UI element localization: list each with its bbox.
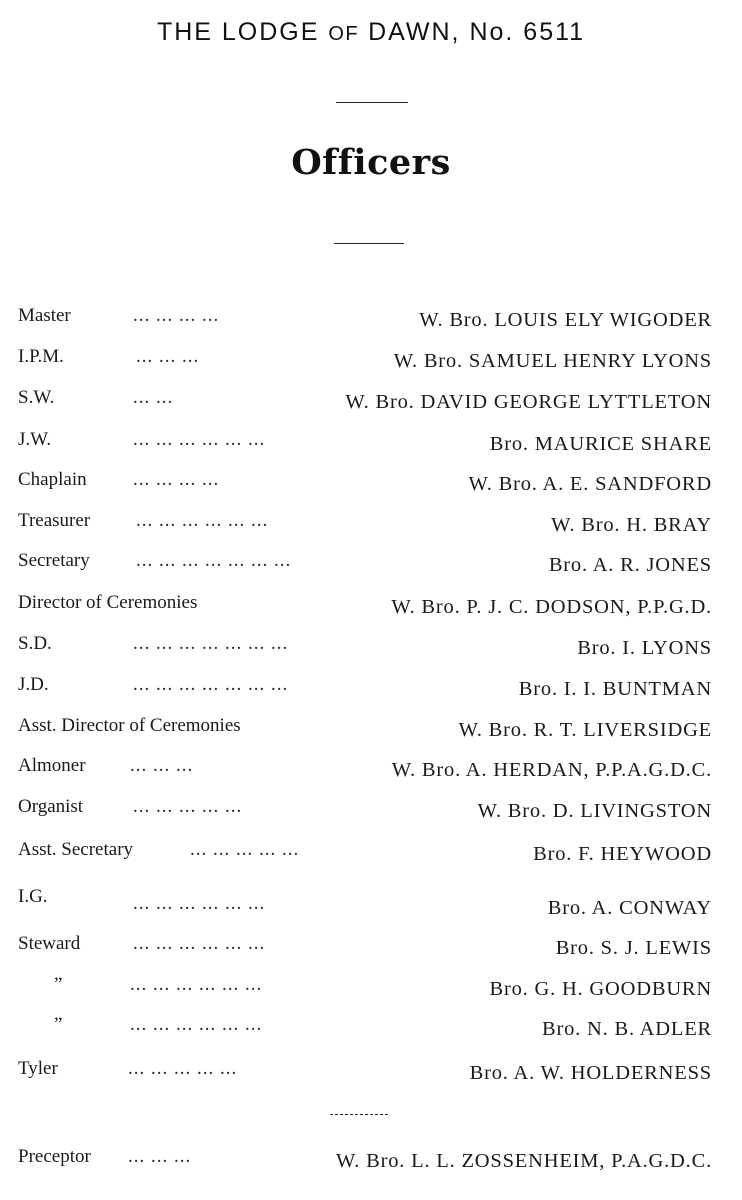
officer-row-steward-3 <box>18 1012 712 1038</box>
officer-name: Bro. G. H. GOODBURN <box>489 978 712 1000</box>
leader-dots: ... ... ... ... ... ... ... <box>133 674 289 695</box>
officer-row-secretary <box>18 548 712 574</box>
office-label: Master <box>18 305 71 326</box>
header-the-lodge: THE LODGE <box>156 18 320 46</box>
office-label: I.P.M. <box>18 346 64 367</box>
officer-name: Bro. A. R. JONES <box>548 554 712 576</box>
officer-name: W. Bro. H. BRAY <box>551 514 712 536</box>
office-label: Chaplain <box>18 469 87 490</box>
leader-dots: ... ... ... <box>136 346 200 367</box>
officer-row-treasurer <box>18 508 712 534</box>
page-title: Officers <box>291 142 451 183</box>
header-dawn-number: DAWN, No. 6511 <box>368 18 586 46</box>
office-label: I.G. <box>18 886 48 907</box>
leader-dots: ... ... ... ... ... ... <box>133 893 266 914</box>
officer-row-asst-secretary <box>18 837 712 863</box>
office-label: Steward <box>18 933 81 954</box>
leader-dots: ... ... ... ... ... ... ... <box>133 633 289 654</box>
preceptor-row <box>18 1144 712 1170</box>
leader-dots: ... ... ... ... <box>133 305 220 326</box>
leader-dots: ... ... ... ... ... ... <box>133 933 266 954</box>
officer-row-jd <box>18 672 712 698</box>
section-divider <box>330 1114 388 1115</box>
title-divider <box>334 243 404 244</box>
top-divider <box>336 102 408 103</box>
leader-dots: ... ... ... ... ... <box>190 839 300 860</box>
officer-name: W. Bro. R. T. LIVERSIDGE <box>458 719 712 741</box>
officer-row-almoner <box>18 753 712 779</box>
leader-dots: ... ... ... ... ... ... <box>130 974 263 995</box>
officer-name: Bro. I. I. BUNTMAN <box>518 678 712 700</box>
officer-name: W. Bro. A. E. SANDFORD <box>468 473 712 495</box>
leader-dots: ... ... ... ... ... ... <box>130 1014 263 1035</box>
officer-name: Bro. A. W. HOLDERNESS <box>469 1062 712 1084</box>
officer-name: W. Bro. SAMUEL HENRY LYONS <box>393 350 712 372</box>
officer-name: W. Bro. P. J. C. DODSON, P.P.G.D. <box>391 596 712 618</box>
office-label: Treasurer <box>18 510 91 531</box>
office-label: Preceptor <box>18 1146 91 1167</box>
office-label: S.D. <box>18 633 52 654</box>
office-label: Secretary <box>18 550 90 571</box>
officer-name: W. Bro. L. L. ZOSSENHEIM, P.A.G.D.C. <box>336 1150 712 1172</box>
ditto-mark: ” <box>54 974 63 995</box>
office-label: J.D. <box>18 674 49 695</box>
officer-name: W. Bro. LOUIS ELY WIGODER <box>419 309 712 331</box>
office-label: S.W. <box>18 387 55 408</box>
office-label: Director of Ceremonies <box>18 592 198 613</box>
officer-row-chaplain <box>18 467 712 493</box>
officer-row-sd <box>18 631 712 657</box>
header-of: OF <box>328 23 360 45</box>
officer-row-master <box>18 303 712 329</box>
officer-name: Bro. A. CONWAY <box>547 897 712 919</box>
office-label: Organist <box>18 796 84 817</box>
leader-dots: ... ... <box>133 387 174 408</box>
officer-name: Bro. F. HEYWOOD <box>533 843 712 865</box>
officer-row-asst-director-of-ceremonies <box>18 713 712 739</box>
officer-row-organist <box>18 794 712 820</box>
leader-dots: ... ... ... ... ... <box>128 1058 238 1079</box>
officer-name: W. Bro. A. HERDAN, P.P.A.G.D.C. <box>391 759 712 781</box>
officer-name: W. Bro. D. LIVINGSTON <box>477 800 712 822</box>
officer-name: Bro. N. B. ADLER <box>542 1018 712 1040</box>
leader-dots: ... ... ... ... ... ... <box>136 510 269 531</box>
leader-dots: ... ... ... ... ... ... ... <box>136 550 292 571</box>
officer-row-jw <box>18 427 712 453</box>
officer-row-ipm <box>18 344 712 370</box>
officer-row-ig <box>18 884 712 919</box>
lodge-header <box>0 18 742 47</box>
officer-row-tyler <box>18 1056 712 1082</box>
officer-row-steward <box>18 931 712 957</box>
officer-row-steward-2 <box>18 972 712 998</box>
officer-row-sw <box>18 385 712 411</box>
officer-name: Bro. I. LYONS <box>577 637 712 659</box>
leader-dots: ... ... ... ... ... <box>133 796 243 817</box>
office-label: Asst. Director of Ceremonies <box>18 715 241 736</box>
officer-name: Bro. S. J. LEWIS <box>555 937 712 959</box>
leader-dots: ... ... ... ... <box>133 469 220 490</box>
leader-dots: ... ... ... ... ... ... <box>133 429 266 450</box>
officer-row-director-of-ceremonies <box>18 590 712 616</box>
office-label: Almoner <box>18 755 86 776</box>
office-label: J.W. <box>18 429 52 450</box>
leader-dots: ... ... ... <box>128 1146 192 1167</box>
officer-name: Bro. MAURICE SHARE <box>489 433 712 455</box>
ditto-mark: ” <box>54 1014 63 1035</box>
officer-name: W. Bro. DAVID GEORGE LYTTLETON <box>345 391 712 413</box>
leader-dots: ... ... ... <box>130 755 194 776</box>
office-label: Tyler <box>18 1058 58 1079</box>
office-label: Asst. Secretary <box>18 839 134 860</box>
